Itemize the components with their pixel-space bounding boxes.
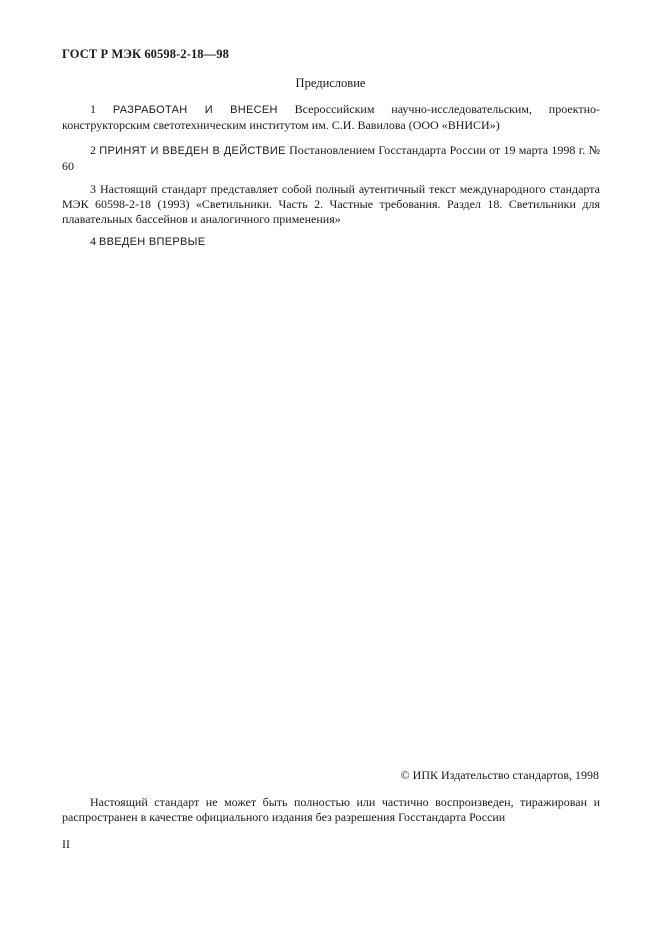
preface-title: Предисловие: [295, 76, 366, 90]
page-number: II: [62, 837, 70, 851]
preface-item-3: [62, 182, 600, 227]
preface-item-number: 3: [90, 182, 96, 196]
preface-item-text: Настоящий стандарт представляет собой полный аутентичный текст международного стандарта МЭК 60598-2-18 (1993) «Светильники. Часть 2. Частные требования. Раздел 18. Светильники для плавательных бассейнов и аналогичного применения»: [62, 182, 600, 226]
preface-item-number: 1: [90, 102, 96, 116]
preface-item-2: [62, 143, 600, 174]
preface-item-text: Всероссийским научно-исследовательским, проектно-конструкторским светотехническим институтом им. С.И. Вавилова (ООО «ВНИСИ»): [62, 102, 601, 132]
preface-item-number: 2: [90, 143, 96, 157]
preface-item-1: [62, 102, 600, 133]
document-code-header: ГОСТ Р МЭК 60598-2-18—98: [62, 47, 229, 61]
reproduction-notice: Настоящий стандарт не может быть полностью или частично воспроизведен, тиражирован и распространен в качестве официального издания без разрешения Госстандарта России: [62, 795, 600, 824]
preface-item-caps: ВВЕДЕН ВПЕРВЫЕ: [99, 236, 206, 248]
preface-item-4: [62, 234, 600, 250]
preface-item-caps: ПРИНЯТ И ВВЕДЕН В ДЕЙСТВИЕ: [99, 145, 286, 157]
copyright-line: © ИПК Издательство стандартов, 1998: [400, 768, 599, 782]
preface-item-caps: РАЗРАБОТАН И ВНЕСЕН: [112, 104, 278, 116]
preface-item-text: Постановлением Госстандарта России от 19 марта 1998 г. № 60: [62, 143, 601, 173]
preface-item-number: 4: [90, 234, 96, 248]
